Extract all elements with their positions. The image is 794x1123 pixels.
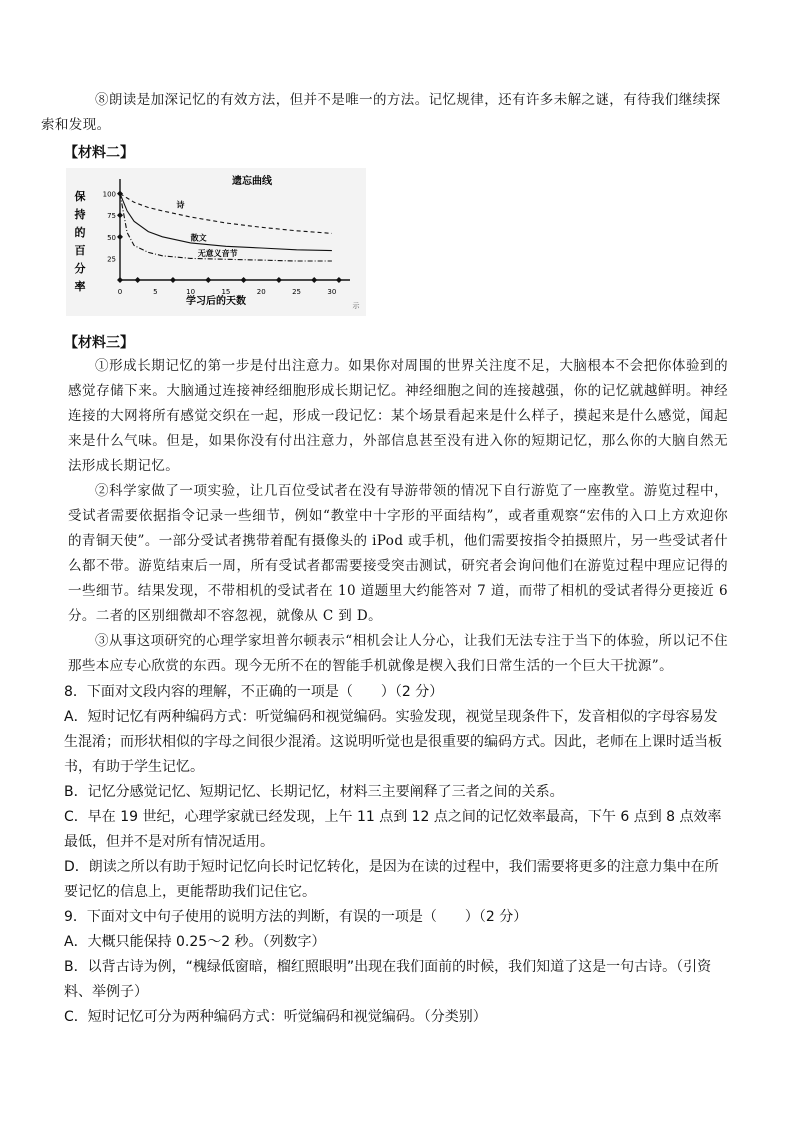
material-3-header: 【材料三】 — [64, 335, 134, 351]
series-label: 无意义音节 — [197, 248, 238, 258]
y-axis-label-char: 率 — [74, 280, 86, 293]
y-tick-label: 25 — [107, 255, 116, 264]
x-tick-label: 0 — [117, 288, 123, 296]
question-8-stem: 8．下面对文段内容的理解，不正确的一项是（ ）（2 分） — [64, 684, 444, 700]
material-2-header: 【材料二】 — [64, 145, 134, 161]
paragraph-8 — [41, 88, 728, 138]
y-axis-label-char: 分 — [74, 262, 86, 275]
y-tick-label: 50 — [107, 233, 116, 242]
question-8-option-c: C．早在 19 世纪，心理学家就已经发现，上午 11 点到 12 点之间的记忆效率最高，下午 6 点到 8 点效率最低，但并不是对所有情况适用。 — [64, 809, 722, 850]
paragraph-8-line1: ⑧朗读是加深记忆的有效方法，但并不是唯一的方法。记忆规律，还有许多未解之谜，有待我们继续探 — [95, 92, 721, 108]
x-tick-label: 10 — [186, 288, 196, 296]
material-3-paragraph-3: ③从事这项研究的心理学家坦普尔顿表示“相机会让人分心，让我们无法专注于当下的体验，所以记不住那些本应专心欣赏的东西。现今无所不在的智能手机就像是楔入我们日常生活的一个巨大干扰源”。 — [68, 633, 728, 674]
x-tick-label: 25 — [292, 288, 302, 296]
x-tick-label: 5 — [153, 288, 158, 296]
material-3-paragraph-2: ②科学家做了一项实验，让几百位受试者在没有导游带领的情况下自行游览了一座教堂。游览过程中，受试者需要依据指令记录一些细节，例如“教堂中十字形的平面结构”，或者重观察“宏伟的入口上方欢迎你的青铜天使”。一部分受试者携带着配有摄像头的 iPod 或手机，他们需要按指令拍摄照片，另一些受试者什么都不带。游览结束后一周，所有受试者都需要接受突击测试，研究者会询问他们在游览过程中理应记得的一些细节。结果发现，不带相机的受试者在 10 道题里大约能答对 7 道，而带了相机的受试者得分更接近 6 分。二者的区别细微却不容忽视，就像从 C 到 D。 — [68, 483, 728, 624]
y-tick-label: 100 — [102, 190, 116, 199]
y-tick-label: 75 — [107, 212, 116, 221]
y-axis-label-char: 的 — [74, 226, 86, 239]
question-9-option-b: B．以背古诗为例，“槐绿低窗暗，榴红照眼明”出现在我们面前的时候，我们知道了这是一句古诗。（引资料、举例子） — [64, 959, 712, 1000]
x-tick-label: 20 — [256, 288, 266, 296]
question-8-option-a: A．短时记忆有两种编码方式：听觉编码和视觉编码。实验发现，视觉呈现条件下，发音相似的字母容易发生混淆；而形状相似的字母之间很少混淆。这说明听觉也是很重要的编码方式。因此，老师在上课时适当板书，有助于学生记忆。 — [64, 709, 722, 775]
corner-mark: 示 — [352, 302, 360, 310]
question-9-option-a: A．大概只能保持 0.25～2 秒。（列数字） — [64, 934, 326, 950]
question-8-option-b: B．记忆分感觉记忆、短期记忆、长期记忆，材料三主要阐释了三者之间的关系。 — [64, 784, 564, 800]
chart-svg — [66, 168, 366, 316]
x-tick-label: 15 — [221, 288, 231, 296]
y-axis-label-char: 百 — [74, 244, 86, 257]
question-8-option-d: D．朗读之所以有助于短时记忆向长时记忆转化，是因为在读的过程中，我们需要将更多的注意力集中在所要记忆的信息上，更能帮助我们记住它。 — [64, 859, 719, 900]
x-axis-label: 学习后的天数 — [186, 296, 246, 307]
y-axis-label-char: 保 — [74, 190, 86, 203]
forgetting-curve-chart — [66, 168, 366, 316]
series-label: 散文 — [190, 233, 207, 243]
paragraph-8-line2: 索和发现。 — [41, 117, 111, 133]
x-tick-label: 30 — [327, 288, 337, 296]
material-3-paragraph-1: ①形成长期记忆的第一步是付出注意力。如果你对周围的世界关注度不足，大脑根本不会把你体验到的感觉存储下来。大脑通过连接神经细胞形成长期记忆。神经细胞之间的连接越强，你的记忆就越鲜明。神经连接的大网将所有感觉交织在一起，形成一段记忆：某个场景看起来是什么样子，摸起来是什么感觉，闻起来是什么气味。但是，如果你没有付出注意力，外部信息甚至没有进入你的短期记忆，那么你的大脑自然无法形成长期记忆。 — [68, 358, 728, 474]
y-axis-label-char: 持 — [74, 208, 86, 221]
question-9-stem: 9．下面对文中句子使用的说明方法的判断，有误的一项是（ ）（2 分） — [64, 909, 528, 925]
question-9-option-c: C．短时记忆可分为两种编码方式：听觉编码和视觉编码。（分类别） — [64, 1009, 487, 1025]
series-label: 诗 — [176, 200, 185, 210]
chart-title: 遗忘曲线 — [232, 176, 272, 187]
